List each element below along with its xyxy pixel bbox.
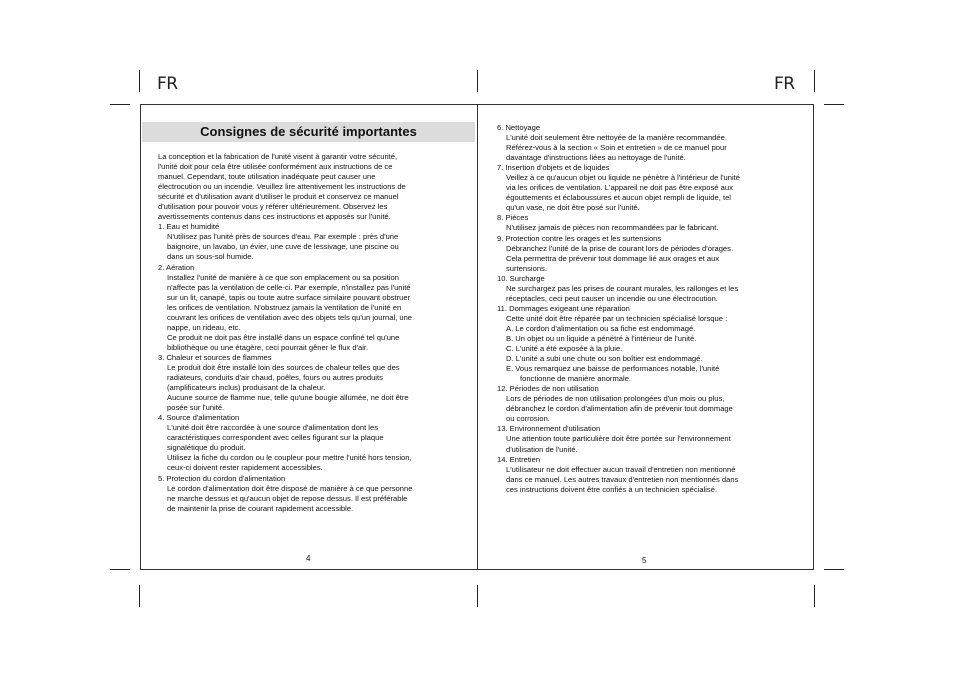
section-heading: 4. Source d'alimentation <box>158 413 240 423</box>
section-heading: 9. Protection contre les orages et les surtensions <box>497 233 662 243</box>
section-line: Veillez à ce qu'aucun objet ou liquide ne pénètre à l'intérieur de l'unité <box>506 173 741 183</box>
section-line: Cette unité doit être réparée par un technicien spécialisé lorsque : <box>506 313 728 323</box>
list-item: D. L'unité a subi une chute ou son boîtier est endommagé. <box>506 354 703 364</box>
language-label-left: FR <box>157 74 178 94</box>
section-line: Le produit doit être installé loin des sources de chaleur telles que des <box>167 362 400 372</box>
crop-mark <box>139 585 140 607</box>
section-heading: 8. Pièces <box>497 213 529 223</box>
list-item-continuation: fonctionne de manière anormale. <box>520 374 632 384</box>
section-heading: 2. Aération <box>158 262 195 272</box>
section-line: de maintenir la prise de courant rapidement accessible. <box>167 503 354 513</box>
section-heading: 1. Eau et humidité <box>158 222 220 232</box>
section-line: davantage d'instructions liées au nettoyage de l'unité. <box>506 153 686 163</box>
section-line: signalétique du produit. <box>167 443 246 453</box>
intro-line: électrocution ou un incendie. Veuillez lire attentivement les instructions de <box>158 182 406 192</box>
section-heading: 3. Chaleur et sources de flammes <box>158 352 272 362</box>
section-heading: 6. Nettoyage <box>497 123 541 132</box>
intro-line: l'unité doit pour cela être utilisée conformément aux instructions de ce <box>158 162 393 172</box>
crop-mark <box>477 70 478 92</box>
section-line: sur un lit, canapé, tapis ou toute autre surface similaire pouvant obstruer <box>167 292 411 302</box>
section-line: Une attention toute particulière doit être portée sur l'environnement <box>506 434 731 444</box>
list-item: A. Le cordon d'alimentation ou sa fiche est endommagé. <box>506 323 696 333</box>
intro-line: d'utilisation pour pouvoir vous y référer ultérieurement. Observez les <box>158 202 388 212</box>
section-heading: 13. Environnement d'utilisation <box>497 424 601 434</box>
section-heading: 12. Périodes de non utilisation <box>497 384 599 394</box>
section-heading: 10. Surcharge <box>497 273 545 283</box>
section-line: radiateurs, conduits d'air chaud, poêles, fours ou autres produits <box>167 373 383 383</box>
section-line: ces instructions doivent être confiés à un technicien spécialisé. <box>506 484 718 494</box>
crop-mark <box>139 70 140 92</box>
intro-line: avertissements contenus dans ces instructions et apposés sur l'unité. <box>158 212 391 222</box>
intro-line: La conception et la fabrication de l'unité visent à garantir votre sécurité, <box>158 152 398 161</box>
section-line: dans ce manuel. Les autres travaux d'entretien non mentionnés dans <box>506 474 739 484</box>
section-line: Débranchez l'unité de la prise de courant lors de périodes d'orages. <box>506 243 734 253</box>
crop-mark <box>824 104 844 105</box>
section-heading: 11. Dommages exigeant une réparation <box>497 303 630 313</box>
section-line: Référez-vous à la section « Soin et entretien » de ce manuel pour <box>506 143 727 153</box>
language-label-right: FR <box>774 74 795 94</box>
page-number-left: 4 <box>306 554 311 563</box>
section-line: d'utilisation de l'unité. <box>506 444 578 454</box>
section-line: réceptacles, ceci peut causer un incendie ou une électrocution. <box>506 293 718 303</box>
page-number-right: 5 <box>642 556 647 565</box>
section-heading: 7. Insertion d'objets et de liquides <box>497 163 610 173</box>
intro-line: sécurité et d'utilisation avant d'utiliser le produit et conservez ce manuel <box>158 192 399 202</box>
section-line: nappe, un rideau, etc. <box>167 322 241 332</box>
section-line: Ne surchargez pas les prises de courant murales, les rallonges et les <box>506 283 739 293</box>
section-line: N'utilisez jamais de pièces non recommandées par le fabricant. <box>506 223 719 233</box>
section-line: ne marche dessus et qu'aucun objet de repose dessus. Il est préférable <box>167 493 408 503</box>
left-column <box>158 152 468 514</box>
section-line: débranchez le cordon d'alimentation afin de prévenir tout dommage <box>506 404 733 414</box>
section-line: caractéristiques correspondent avec celles figurant sur la plaque <box>167 433 384 443</box>
crop-mark <box>814 585 815 607</box>
section-line: N'utilisez pas l'unité près de sources d'eau. Par exemple : près d'une <box>167 232 399 242</box>
section-line: (amplificateurs inclus) produisant de la chaleur. <box>167 383 326 393</box>
section-line: ou corrosion. <box>506 414 550 424</box>
section-line: n'affecte pas la ventilation de celle-ci. Par exemple, n'installez pas l'unité <box>167 282 411 292</box>
section-line: égouttements et éclaboussures et aucun objet rempli de liquide, tel <box>506 193 731 203</box>
list-item: E. Vous remarquez une baisse de performances notable, l'unité <box>506 364 720 374</box>
right-column <box>497 123 807 495</box>
section-line: ceux-ci doivent rester rapidement accessibles. <box>167 463 323 473</box>
section-line: baignoire, un lavabo, un évier, une cuve de lessivage, une piscine ou <box>167 242 399 252</box>
section-line: posée sur l'unité. <box>167 403 225 413</box>
section-line: L'utilisateur ne doit effectuer aucun travail d'entretien non mentionné <box>506 464 736 474</box>
section-line: Utilisez la fiche du cordon ou le coupleur pour mettre l'unité hors tension, <box>167 453 412 463</box>
section-line: L'unité doit être raccordée à une source d'alimentation dont les <box>167 423 379 433</box>
section-line: dans un sous-sol humide. <box>167 252 254 262</box>
intro-line: manuel. Cependant, toute utilisation inadéquate peut causer une <box>158 172 376 182</box>
section-line: les orifices de ventilation. N'obstruez jamais la ventilation de l'unité en <box>167 302 402 312</box>
list-item: C. L'unité a été exposée à la pluie. <box>506 344 623 354</box>
section-line: surtensions. <box>506 263 547 273</box>
crop-mark <box>814 70 815 92</box>
section-heading: 5. Protection du cordon d'alimentation <box>158 473 286 483</box>
section-line: Le cordon d'alimentation doit être disposé de manière à ce que personne <box>167 483 413 493</box>
list-item: B. Un objet ou un liquide a pénétré à l'intérieur de l'unité. <box>506 333 697 343</box>
section-line: Aucune source de flamme nue, telle qu'une bougie allumée, ne doit être <box>167 393 409 403</box>
section-line: via les orifices de ventilation. L'appareil ne doit pas être exposé aux <box>506 183 733 193</box>
section-line: Cela permettra de prévenir tout dommage lié aux orages et aux <box>506 253 720 263</box>
crop-mark <box>110 104 130 105</box>
section-line: qu'un vase, ne doit être posé sur l'unité. <box>506 203 640 213</box>
section-line: Installez l'unité de manière à ce que son emplacement ou sa position <box>167 272 399 282</box>
page-title: Consignes de sécurité importantes <box>142 122 475 142</box>
section-heading: 14. Entretien <box>497 454 541 464</box>
crop-mark <box>824 569 844 570</box>
section-line: couvrant les orifices de ventilation avec des objets tels qu'un journal, une <box>167 312 413 322</box>
section-line: L'unité doit seulement être nettoyée de la manière recommandée. <box>506 133 727 143</box>
crop-mark <box>477 585 478 607</box>
page-divider <box>477 104 478 570</box>
section-line: bibliothèque ou une étagère, ceci pourrait gêner le flux d'air. <box>167 342 369 352</box>
section-line: Lors de périodes de non utilisation prolongées d'un mois ou plus, <box>506 394 725 404</box>
crop-mark <box>110 569 130 570</box>
section-line: Ce produit ne doit pas être installé dans un espace confiné tel qu'une <box>167 332 400 342</box>
